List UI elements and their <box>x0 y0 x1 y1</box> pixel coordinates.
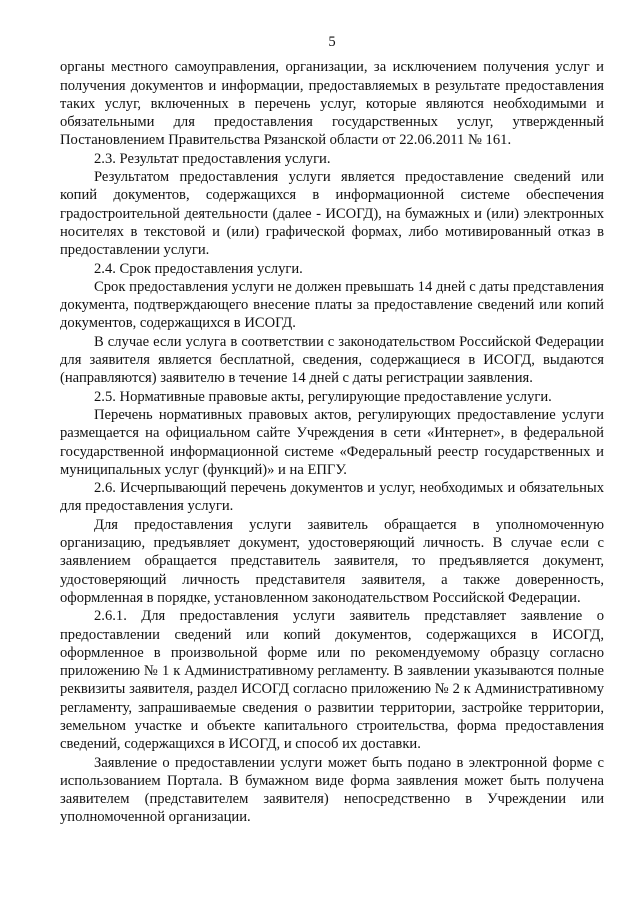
paragraph: Срок предоставления услуги не должен превышать 14 дней с даты представления документа, подтверждающего внесение платы за предоставление сведений или копий документов, содержащихся в ИСОГД. <box>60 278 604 332</box>
paragraph: 2.6.1. Для предоставления услуги заявитель представляет заявление о предоставлении сведений или копий документов, содержащихся в ИСОГД, оформленное в произвольной форме или по рекомендуемому образцу согласно приложению № 1 к Административному регламенту. В заявлении указываются полные реквизиты заявителя, раздел ИСОГД согласно приложению № 2 к Административному регламенту, запрашиваемые сведения о развитии территории, застройке территории, земельном участке и объекте капитального строительства, форма предоставления сведений, содержащихся в ИСОГД, и способ их доставки. <box>60 608 604 753</box>
page-number: 5 <box>328 34 336 50</box>
paragraph: Перечень нормативных правовых актов, регулирующих предоставление услуги размещается на официальном сайте Учреждения в сети «Интернет», в федеральной государственной информационной системе «Федеральный реестр государственных и муниципальных услуг (функций)» и на ЕПГУ. <box>60 406 604 478</box>
paragraph: Заявление о предоставлении услуги может быть подано в электронной форме с использованием Портала. В бумажном виде форма заявления может быть получена заявителем (представителем заявителя) непосредственно в Учреждении или уполномоченной организации. <box>60 754 604 826</box>
paragraph: 2.5. Нормативные правовые акты, регулирующие предоставление услуги. <box>94 388 552 405</box>
paragraph: органы местного самоуправления, организации, за исключением получения услуг и получения документов и информации, предоставляемых в результате предоставления таких услуг, включенных в перечень услуг, которые являются необходимыми и обязательными для предоставления государственных услуг, утвержденный Постановлением Правительства Рязанской области от 22.06.2011 № 161. <box>60 59 604 149</box>
paragraph: Для предоставления услуги заявитель обращается в уполномоченную организацию, предъявляет документ, удостоверяющий личность. В случае если с заявлением обращается представитель заявителя, то предъявляется документ, удостоверяющий личность представителя заявителя, а также доверенность, оформленная в порядке, установленном законодательством Российской Федерации. <box>60 516 604 606</box>
paragraph: 2.3. Результат предоставления услуги. <box>94 150 331 167</box>
document-body <box>60 58 604 826</box>
paragraph: 2.4. Срок предоставления услуги. <box>94 260 303 277</box>
paragraph: 2.6. Исчерпывающий перечень документов и услуг, необходимых и обязательных для предоставления услуги. <box>60 480 604 515</box>
paragraph: В случае если услуга в соответствии с законодательством Российской Федерации для заявителя является бесплатной, сведения, содержащиеся в ИСОГД, выдаются (направляются) заявителю в течение 14 дней с даты регистрации заявления. <box>60 333 604 387</box>
paragraph: Результатом предоставления услуги является предоставление сведений или копий документов, содержащихся в информационной системе обеспечения градостроительной деятельности (далее - ИСОГД), на бумажных и (или) электронных носителях в текстовой и (или) графической формах, либо мотивированный отказ в предоставлении услуги. <box>60 169 604 259</box>
